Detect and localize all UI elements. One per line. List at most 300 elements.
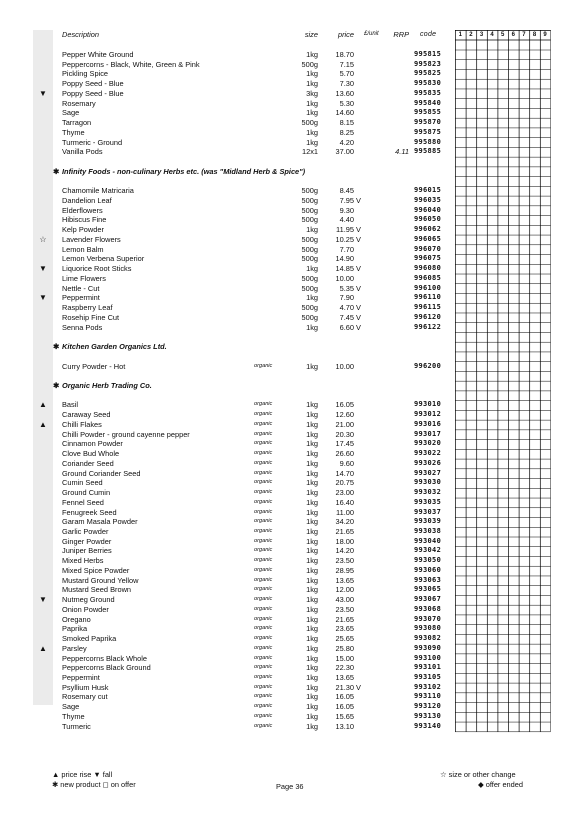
product-code: 993026: [414, 458, 442, 467]
organic-label: organic: [254, 420, 273, 427]
product-code: 996040: [414, 205, 442, 214]
product-size: 1kg: [306, 711, 318, 721]
product-price: 12.00: [335, 585, 354, 595]
organic-label: organic: [254, 674, 273, 680]
product-size: 12x1: [301, 147, 318, 157]
product-description: Rosemary cut: [62, 692, 108, 702]
product-code: 993080: [414, 624, 442, 633]
section-title: Organic Herb Trading Co.: [62, 380, 152, 390]
product-price: 7.95: [339, 196, 354, 206]
product-price: 16.05: [335, 400, 354, 410]
grid-column-header: 7: [522, 32, 526, 38]
product-size: 1kg: [306, 264, 318, 274]
product-size: 1kg: [306, 634, 318, 644]
product-size: 500g: [301, 118, 318, 128]
product-description: Lemon Verbena Superior: [62, 254, 145, 264]
product-size: 1kg: [306, 507, 318, 517]
product-description: Peppercorns - Black, White, Green & Pink: [62, 59, 200, 69]
product-description: Juniper Berries: [62, 546, 112, 556]
product-description: Fennel Seed: [62, 497, 104, 507]
product-size: 1kg: [306, 663, 318, 673]
product-price: 5.35: [339, 283, 354, 293]
product-price: 43.00: [335, 595, 354, 605]
product-code: 993100: [414, 653, 442, 662]
product-code: 993102: [414, 682, 442, 691]
product-price: 7.70: [339, 244, 354, 254]
product-size: 1kg: [306, 50, 318, 59]
product-description: Mixed Herbs: [62, 556, 104, 566]
product-description: Chilli Flakes: [62, 419, 102, 429]
product-size: 1kg: [306, 478, 318, 488]
product-code: 993035: [414, 497, 442, 506]
product-description: Chamomile Matricaria: [62, 186, 134, 196]
organic-label: organic: [254, 664, 273, 671]
product-price: 7.45: [339, 312, 354, 322]
product-price: 5.30: [339, 98, 354, 108]
product-description: Dandelion Leaf: [62, 196, 112, 206]
product-code: 993016: [414, 419, 442, 428]
product-code: 993110: [414, 692, 442, 701]
vat-flag: V: [356, 225, 361, 235]
product-description: Garam Masala Powder: [62, 517, 138, 527]
product-description: Lavender Flowers: [62, 234, 121, 244]
product-description: Nettle - Cut: [62, 283, 100, 293]
product-code: 993105: [414, 673, 442, 681]
product-price: 9.60: [339, 458, 354, 468]
product-description: Sage: [62, 108, 80, 118]
product-price: 13.65: [335, 575, 354, 585]
new-supplier-icon: ✱: [53, 166, 60, 176]
price-fall-icon: ▼: [39, 88, 47, 98]
product-size: 1kg: [306, 692, 318, 702]
product-size: 1kg: [306, 69, 318, 79]
product-price: 7.15: [339, 59, 354, 69]
product-description: Poppy Seed - Blue: [62, 79, 124, 89]
product-code: 995855: [414, 108, 442, 117]
product-size: 1kg: [306, 108, 318, 118]
product-size: 500g: [301, 312, 318, 322]
product-price: 4.70: [339, 303, 354, 313]
product-code: 996075: [414, 254, 442, 263]
product-size: 1kg: [306, 595, 318, 605]
product-size: 1kg: [306, 439, 318, 449]
product-code: 995875: [414, 127, 442, 136]
grid-column-header: 8: [532, 32, 537, 38]
header-rrp: RRP: [393, 30, 409, 39]
product-size: 1kg: [306, 614, 318, 624]
product-code: 993070: [414, 614, 442, 623]
product-description: Mixed Spice Powder: [62, 565, 130, 575]
product-price: 10.25: [335, 234, 354, 244]
product-code: 996120: [414, 312, 442, 321]
product-description: Rosehip Fine Cut: [62, 312, 120, 322]
product-description: Tarragon: [62, 118, 92, 128]
order-grid[interactable]: [455, 30, 551, 705]
product-size: 500g: [301, 303, 318, 313]
grid-column-header: 4: [490, 32, 494, 38]
product-size: 1kg: [306, 682, 318, 692]
product-code: 993030: [414, 478, 442, 487]
organic-label: organic: [254, 635, 273, 642]
product-price: 13.65: [335, 673, 354, 682]
product-price: 18.00: [335, 536, 354, 546]
organic-label: organic: [254, 615, 273, 622]
product-price: 15.65: [335, 711, 354, 721]
product-description: Cumin Seed: [62, 478, 103, 488]
product-price: 12.60: [335, 410, 354, 420]
product-price: 13.60: [335, 88, 354, 98]
organic-label: organic: [254, 693, 273, 700]
product-code: 996110: [414, 293, 442, 302]
grid-lines: [455, 30, 551, 733]
product-size: 1kg: [306, 79, 318, 89]
product-code: 995870: [414, 118, 442, 127]
product-description: Hibiscus Fine: [62, 215, 107, 225]
product-size: 500g: [301, 244, 318, 254]
product-description: Mustard Ground Yellow: [62, 575, 139, 585]
product-code: 993082: [414, 634, 442, 643]
header-description: Description: [62, 30, 99, 39]
product-price: 26.60: [335, 449, 354, 459]
page-number: Page 36: [276, 782, 304, 791]
product-size: 1kg: [306, 721, 318, 731]
product-price: 8.15: [339, 118, 354, 128]
product-price: 16.40: [335, 497, 354, 507]
product-description: Clove Bud Whole: [62, 449, 120, 459]
product-description: Lemon Balm: [62, 244, 104, 254]
product-code: 996015: [414, 186, 442, 195]
product-description: Onion Powder: [62, 604, 109, 614]
grid-column-header: 6: [511, 32, 515, 38]
product-description: Thyme: [62, 711, 85, 721]
grid-column-header: 9: [543, 32, 547, 38]
product-price: 16.05: [335, 692, 354, 702]
organic-label: organic: [254, 362, 273, 369]
product-code: 993040: [414, 536, 442, 545]
vat-flag: V: [356, 283, 361, 293]
product-code: 993042: [414, 546, 442, 555]
product-size: 1kg: [306, 293, 318, 303]
product-price: 4.20: [339, 137, 354, 147]
legend-price-change: ▲ price rise ▼ fall: [52, 770, 113, 779]
product-size: 1kg: [306, 624, 318, 634]
product-description: Elderflowers: [62, 205, 103, 215]
organic-label: organic: [254, 547, 273, 554]
product-price: 10.00: [335, 273, 354, 283]
product-code: 995840: [414, 98, 442, 107]
organic-label: organic: [254, 566, 273, 573]
organic-label: organic: [254, 479, 273, 486]
product-description: Caraway Seed: [62, 410, 111, 420]
product-code: 993027: [414, 468, 442, 477]
organic-label: organic: [254, 518, 273, 525]
product-description: Basil: [62, 400, 79, 410]
product-code: 993068: [414, 604, 442, 613]
product-size: 500g: [301, 186, 318, 196]
product-price: 4.40: [339, 215, 354, 225]
product-code: 993130: [414, 711, 442, 720]
product-price: 34.20: [335, 517, 354, 527]
product-price: 16.05: [335, 702, 354, 712]
organic-label: organic: [254, 683, 273, 690]
grid-column-header: 5: [501, 32, 505, 38]
product-code: 993037: [414, 507, 442, 516]
organic-label: organic: [254, 508, 273, 515]
product-description: Poppy Seed - Blue: [62, 88, 124, 98]
product-code: 996122: [414, 322, 442, 331]
product-description: Psyllium Husk: [62, 682, 109, 692]
organic-label: organic: [254, 537, 273, 544]
product-size: 500g: [301, 254, 318, 264]
product-description: Ground Coriander Seed: [62, 468, 141, 478]
product-description: Garlic Powder: [62, 526, 109, 536]
organic-label: organic: [254, 722, 273, 729]
organic-label: organic: [254, 596, 273, 603]
product-price: 14.60: [335, 108, 354, 118]
organic-label: organic: [254, 440, 273, 447]
product-size: 1kg: [306, 488, 318, 498]
product-size: 1kg: [306, 526, 318, 536]
product-description: Cinnamon Powder: [62, 439, 123, 449]
product-code: 993012: [414, 410, 442, 419]
product-description: Rosemary: [62, 98, 96, 108]
header-price: price: [337, 30, 354, 39]
organic-label: organic: [254, 498, 273, 505]
product-price: 15.00: [335, 653, 354, 663]
section-title: Infinity Foods - non-culinary Herbs etc. (was "Midland Herb & Spice"): [62, 166, 306, 176]
product-price: 23.65: [335, 624, 354, 634]
product-price: 21.00: [335, 419, 354, 429]
product-code: 993060: [414, 565, 442, 574]
product-size: 1kg: [306, 643, 318, 653]
product-price: 14.85: [335, 264, 354, 274]
vat-flag: V: [356, 303, 361, 313]
product-code: 993022: [414, 449, 442, 458]
product-size: 1kg: [306, 98, 318, 108]
product-description: Thyme: [62, 127, 85, 137]
product-size: 3kg: [306, 88, 318, 98]
product-description: Peppercorns Black Whole: [62, 653, 148, 663]
product-description: Ground Cumin: [62, 488, 111, 498]
product-price: 11.95: [336, 225, 354, 235]
product-code: 996065: [414, 234, 442, 243]
price-rise-icon: ▲: [39, 400, 47, 410]
product-code: 993090: [414, 643, 442, 652]
product-size: 1kg: [306, 575, 318, 585]
product-size: 1kg: [306, 497, 318, 507]
product-code: 993140: [414, 721, 442, 730]
product-price: 6.60: [339, 322, 354, 332]
product-price: 13.10: [335, 721, 354, 731]
vat-flag: V: [356, 264, 361, 274]
product-size: 1kg: [306, 517, 318, 527]
product-code: 996200: [414, 361, 442, 370]
product-code: 996100: [414, 283, 442, 292]
price-rise-icon: ▲: [39, 419, 47, 429]
header-code: code: [420, 31, 437, 38]
new-supplier-icon: ✱: [53, 380, 60, 390]
product-size: 1kg: [306, 702, 318, 712]
product-code: 993032: [414, 488, 442, 497]
product-price: 25.65: [335, 634, 354, 644]
product-size: 1kg: [306, 565, 318, 575]
product-code: 996115: [414, 303, 442, 312]
legend-new-product: ✱ new product ◻ on offer: [52, 780, 136, 789]
product-size: 1kg: [306, 458, 318, 468]
grid-column-header: 3: [479, 32, 484, 38]
organic-label: organic: [254, 411, 273, 418]
product-description: Nutmeg Ground: [62, 595, 115, 605]
vat-flag: V: [356, 322, 361, 332]
product-price: 21.30: [335, 682, 354, 692]
product-code: 995825: [414, 69, 442, 78]
product-price: 14.20: [335, 546, 354, 556]
product-code: 993010: [414, 400, 442, 409]
vat-flag: V: [356, 312, 361, 322]
organic-label: organic: [254, 712, 273, 719]
product-size: 1kg: [306, 653, 318, 663]
product-size: 500g: [301, 59, 318, 69]
product-description: Ginger Powder: [62, 536, 112, 546]
product-description: Paprika: [62, 624, 88, 634]
product-code: 996062: [414, 225, 442, 234]
organic-label: organic: [254, 654, 273, 661]
product-size: 500g: [301, 215, 318, 225]
product-description: Oregano: [62, 614, 91, 624]
product-code: 993050: [414, 556, 442, 565]
product-size: 1kg: [306, 429, 318, 439]
product-size: 1kg: [306, 410, 318, 420]
product-size: 1kg: [306, 400, 318, 410]
organic-label: organic: [254, 469, 273, 476]
product-price: 28.95: [335, 565, 354, 575]
product-size: 500g: [301, 283, 318, 293]
product-code: 993120: [414, 702, 442, 711]
vat-flag: V: [356, 234, 361, 244]
product-code: 995823: [414, 59, 442, 68]
price-fall-icon: ▼: [39, 293, 47, 303]
product-size: 1kg: [306, 468, 318, 478]
product-code: 993017: [414, 429, 442, 438]
product-code: 993063: [414, 575, 442, 584]
product-size: 1kg: [306, 604, 318, 614]
product-description: Sage: [62, 702, 80, 712]
legend-offer-ended: ◆ offer ended: [478, 780, 523, 789]
product-price: 37.00: [335, 147, 354, 157]
organic-label: organic: [254, 557, 273, 564]
organic-label: organic: [254, 489, 273, 496]
product-price: 25.80: [335, 643, 354, 653]
product-code: 995880: [414, 137, 442, 146]
product-size: 1kg: [306, 673, 318, 682]
product-price: 11.00: [336, 507, 354, 517]
grid-column-header: 2: [469, 32, 473, 38]
product-size: 1kg: [306, 536, 318, 546]
section-title: Kitchen Garden Organics Ltd.: [62, 342, 167, 352]
product-size: 1kg: [306, 361, 318, 371]
product-price: 9.30: [339, 205, 354, 215]
price-rise-icon: ▲: [39, 643, 47, 653]
product-size: 1kg: [306, 137, 318, 147]
product-size: 1kg: [306, 556, 318, 566]
product-description: Liquorice Root Sticks: [62, 264, 132, 274]
product-price: 8.25: [339, 127, 354, 137]
product-size: 500g: [301, 205, 318, 215]
product-price: 23.00: [335, 488, 354, 498]
product-size: 1kg: [306, 585, 318, 595]
product-code: 996035: [414, 196, 442, 205]
product-price: 21.65: [335, 614, 354, 624]
product-size: 1kg: [306, 546, 318, 556]
product-price: 7.90: [339, 293, 354, 303]
organic-label: organic: [254, 703, 273, 710]
product-description: Turmeric: [62, 721, 91, 731]
product-price: 14.70: [335, 468, 354, 478]
price-fall-icon: ▼: [39, 264, 47, 274]
header-size: size: [304, 30, 318, 39]
product-size: 1kg: [306, 127, 318, 137]
product-code: 996085: [414, 273, 442, 282]
product-description: Raspberry Leaf: [62, 303, 113, 313]
product-price: 17.45: [335, 439, 354, 449]
product-price: 23.50: [335, 556, 354, 566]
organic-label: organic: [254, 586, 273, 593]
product-rrp: 4.11: [395, 147, 409, 157]
product-size: 500g: [301, 196, 318, 206]
organic-label: organic: [254, 644, 273, 651]
product-code: 996050: [414, 215, 442, 224]
product-description: Curry Powder - Hot: [62, 361, 126, 371]
product-price: 10.00: [335, 361, 354, 371]
product-description: Smoked Paprika: [62, 634, 117, 644]
vat-flag: V: [356, 196, 361, 206]
product-description: Parsley: [62, 643, 87, 653]
product-description: Vanilla Pods: [62, 147, 103, 157]
product-size: 500g: [301, 234, 318, 244]
product-description: Peppermint: [62, 673, 100, 682]
legend-size-change: ☆ size or other change: [440, 770, 516, 779]
organic-label: organic: [254, 430, 273, 437]
product-code: 996080: [414, 264, 442, 273]
product-size: 1kg: [306, 449, 318, 459]
product-size: 1kg: [306, 322, 318, 332]
product-code: 995885: [414, 147, 442, 156]
product-code: 996070: [414, 244, 442, 253]
organic-label: organic: [254, 605, 273, 612]
product-size: 1kg: [306, 225, 318, 235]
product-size: 500g: [301, 273, 318, 283]
product-description: Peppercorns Black Ground: [62, 663, 151, 673]
product-code: 993101: [414, 663, 442, 672]
product-description: Pepper White Ground: [62, 50, 134, 59]
product-description: Kelp Powder: [62, 225, 104, 235]
product-price: 20.75: [335, 478, 354, 488]
product-price: 20.30: [335, 429, 354, 439]
product-size: 1kg: [306, 419, 318, 429]
product-code: 993039: [414, 517, 442, 526]
product-code: 995830: [414, 79, 442, 88]
organic-label: organic: [254, 625, 273, 632]
size-change-icon: ☆: [39, 234, 47, 244]
product-price: 23.50: [335, 604, 354, 614]
product-code: 993020: [414, 439, 442, 448]
product-price: 21.65: [335, 526, 354, 536]
organic-label: organic: [254, 450, 273, 457]
product-code: 995815: [414, 50, 442, 58]
new-supplier-icon: ✱: [53, 342, 60, 352]
organic-label: organic: [254, 576, 273, 583]
product-description: Coriander Seed: [62, 458, 114, 468]
